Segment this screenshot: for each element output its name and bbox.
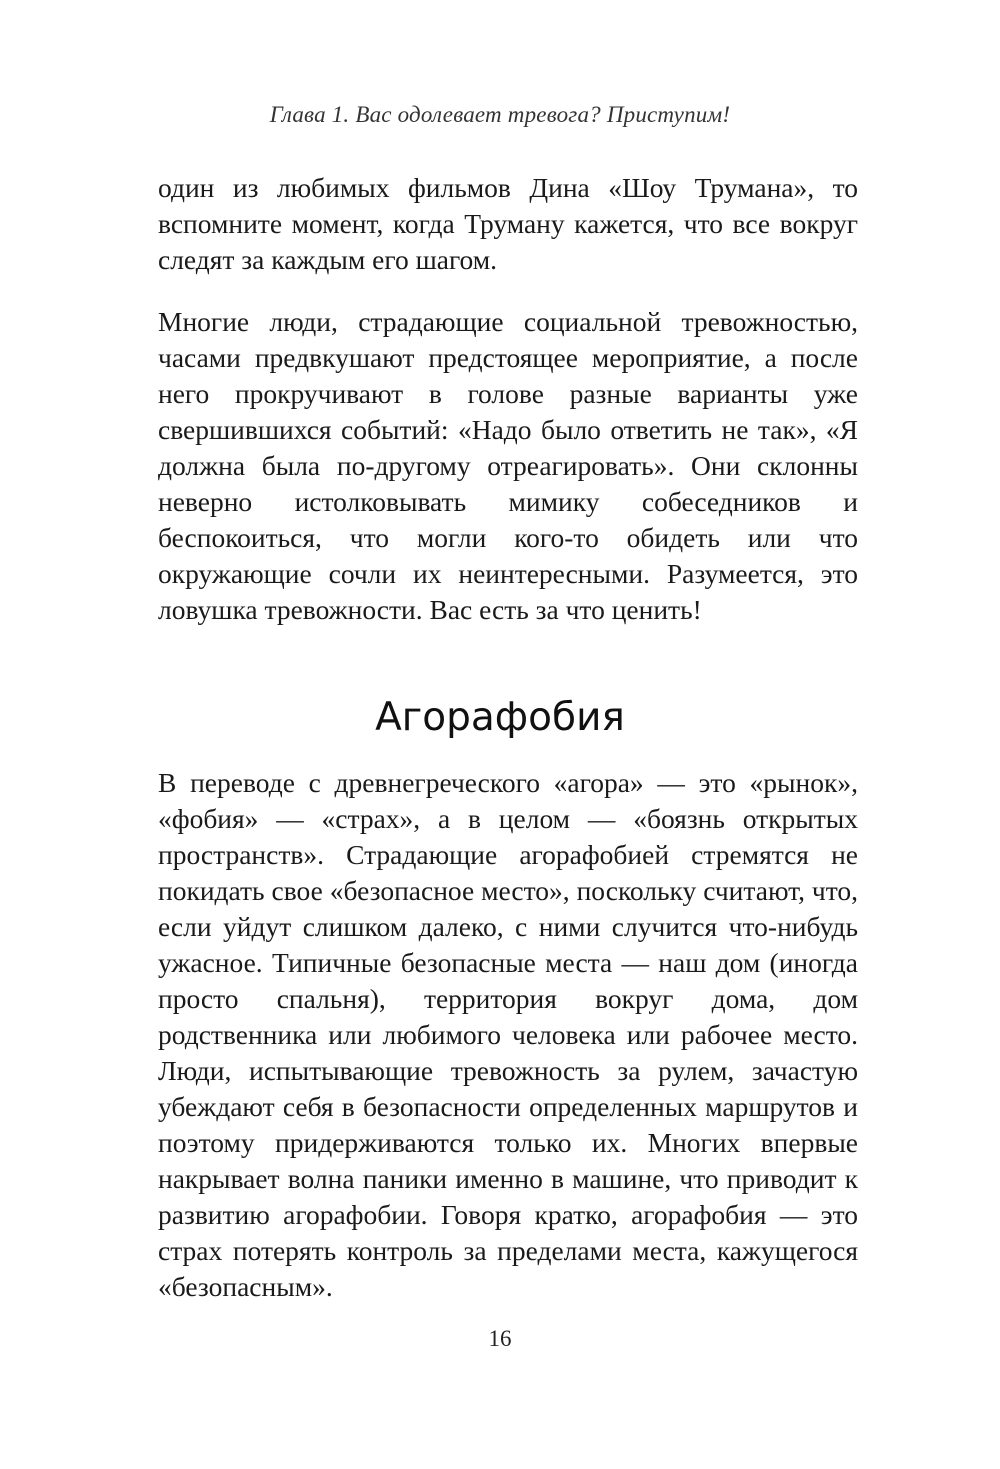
page-number: 16 <box>488 1326 512 1351</box>
body-paragraph-3-container <box>158 765 858 1305</box>
running-head: Глава 1. Вас одолевает тревога? Приступим! <box>269 102 731 127</box>
body-paragraph-3: В переводе с древнегреческого «агора» — это «рынок», «фобия» — «страх», а в целом — «боязнь открытых пространств». Страдающие агорафобией стремятся не покидать свое «безопасное место», поскольку считают, что, если уйдут слишком далеко, с ними случится что-нибудь ужасное. Типичные безопасные места — наш дом (иногда просто спальня), территория вокруг дома, дом родственника или любимого человека или рабочее место. Люди, испытывающие тревожность за рулем, зачастую убеждают себя в безопасности определенных маршрутов и поэтому придерживаются только их. Многих впервые накрывает волна паники именно в машине, что приводит к развитию агорафобии. Говоря кратко, агорафобия — это страх потерять контроль за пределами места, кажущегося «безопасным». <box>158 767 858 1302</box>
section-heading: Агорафобия <box>375 695 625 740</box>
body-paragraph-1-container <box>158 170 858 278</box>
body-paragraph-2: Многие люди, страдающие социальной тревожностью, часами предвкушают предстоящее мероприятие, а после него прокручивают в голове разные варианты уже свершившихся событий: «Надо было ответить не так», «Я должна была по-другому отреагировать». Они склонны неверно истолковывать мимику собеседников и беспокоиться, что могли кого-то обидеть или что окружающие сочли их неинтересными. Разумеется, это ловушка тревожности. Вас есть за что ценить! <box>158 306 858 625</box>
body-paragraph-1: один из любимых фильмов Дина «Шоу Трумана», то вспомните момент, когда Труману кажется, что все вокруг следят за каждым его шагом. <box>158 172 858 275</box>
body-paragraph-2-container <box>158 304 858 628</box>
